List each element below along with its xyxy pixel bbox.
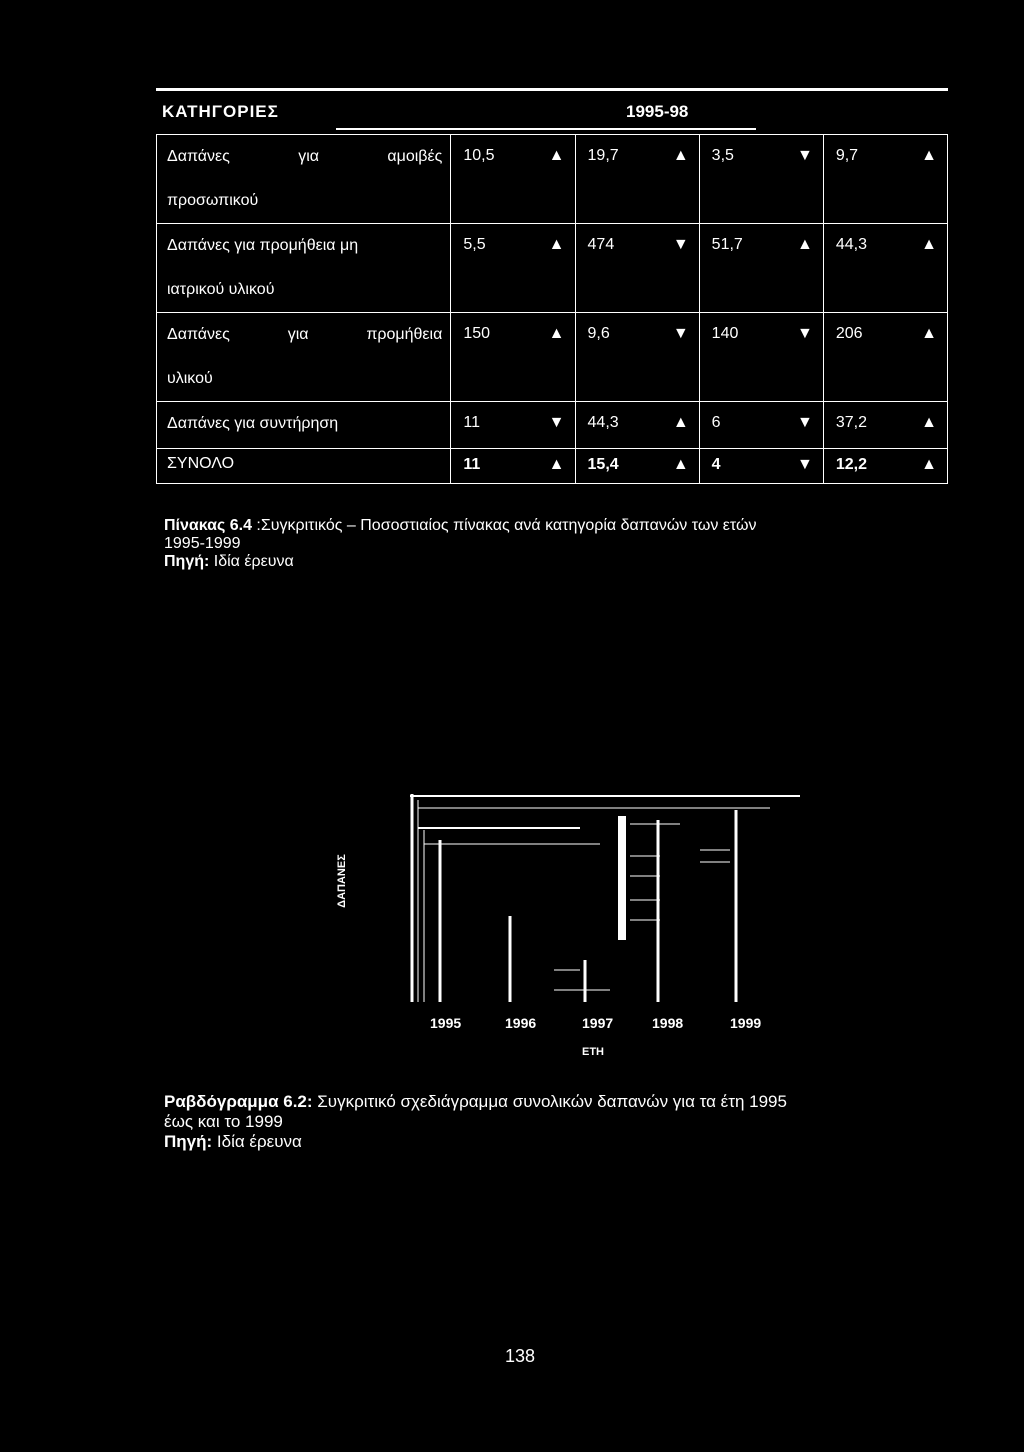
table-header-strip <box>156 88 948 134</box>
chart-x-label: ΕΤΗ <box>582 1046 604 1058</box>
row-label-word: για <box>287 326 309 343</box>
table-row <box>157 135 948 224</box>
cell-value: 11 <box>463 456 481 473</box>
arrow-down-icon: ▼ <box>796 456 813 473</box>
cell-value: 474 <box>587 236 615 253</box>
row2-cell-2 <box>699 313 823 402</box>
x-tick-label: 1999 <box>730 1015 762 1031</box>
table-caption-years: 1995-1999 <box>164 535 241 552</box>
row2-cell-3 <box>823 313 947 402</box>
row-label-word: Δαπάνες για προμήθεια μη <box>167 237 359 254</box>
row-label-word: Δαπάνες <box>167 326 230 343</box>
table-caption <box>164 517 757 571</box>
x-tick-label: 1998 <box>652 1015 684 1031</box>
row3-cell-1 <box>575 402 699 449</box>
table-row <box>157 402 948 449</box>
row-label <box>157 313 451 402</box>
arrow-down-icon: ▼ <box>796 147 813 164</box>
row1-cell-3 <box>823 224 947 313</box>
total-cell-2 <box>699 449 823 484</box>
chart-caption-title: Ραβδόγραμμα 6.2: <box>164 1092 313 1111</box>
page-number: 138 <box>505 1346 536 1366</box>
cell-value: 5,5 <box>463 236 486 253</box>
arrow-up-icon: ▲ <box>548 456 565 473</box>
row-label-line2: ιατρικού υλικού <box>167 281 275 298</box>
row-label-word: Δαπάνες <box>167 148 230 165</box>
cell-value: 206 <box>835 325 863 342</box>
row-label-word: για <box>298 148 320 165</box>
cell-value: 3,5 <box>711 147 734 164</box>
expense-table <box>156 134 948 484</box>
cell-value: 12,2 <box>835 456 867 473</box>
arrow-up-icon: ▲ <box>921 325 937 342</box>
chart-caption <box>164 1092 787 1152</box>
arrow-up-icon: ▲ <box>672 414 689 431</box>
chart-source-label: Πηγή: <box>164 1132 213 1151</box>
table-source-label: Πηγή: <box>164 553 210 570</box>
arrow-up-icon: ▲ <box>921 236 937 253</box>
total-cell-1 <box>575 449 699 484</box>
cell-value: 150 <box>463 325 491 342</box>
cell-value: 6 <box>711 414 721 431</box>
row0-cell-3 <box>823 135 947 224</box>
header-left-text: ΚΑΤΗΓΟΡΙΕΣ <box>162 102 279 121</box>
table-caption-title: Πίνακας 6.4 <box>164 517 252 534</box>
arrow-down-icon: ▼ <box>548 414 565 431</box>
x-tick-label: 1997 <box>582 1015 614 1031</box>
chart-source-text: Ιδία έρευνα <box>212 1132 302 1151</box>
cell-value: 51,7 <box>711 236 743 253</box>
cell-value: 9,6 <box>587 325 610 342</box>
cell-value: 44,3 <box>587 414 619 431</box>
chart-caption-years: έως και το 1999 <box>164 1112 283 1131</box>
table-caption-text: :Συγκριτικός – Ποσοστιαίος πίνακας ανά κατηγορία δαπανών των ετών <box>251 517 757 534</box>
cell-value: 4 <box>711 456 721 473</box>
cell-value: 9,7 <box>835 147 859 164</box>
bar-chart <box>300 780 820 1080</box>
arrow-up-icon: ▲ <box>921 414 937 431</box>
arrow-up-icon: ▲ <box>672 147 689 164</box>
arrow-up-icon: ▲ <box>548 325 565 342</box>
total-label: ΣΥΝΟΛΟ <box>157 449 451 484</box>
arrow-up-icon: ▲ <box>672 456 689 473</box>
row-label <box>157 402 451 449</box>
arrow-up-icon: ▲ <box>548 236 565 253</box>
arrow-down-icon: ▼ <box>796 325 813 342</box>
cell-value: 140 <box>711 325 739 342</box>
cell-value: 15,4 <box>587 456 619 473</box>
total-cell-0 <box>451 449 575 484</box>
arrow-up-icon: ▲ <box>921 456 937 473</box>
cell-value: 10,5 <box>463 147 495 164</box>
x-tick-label: 1996 <box>505 1015 537 1031</box>
row2-cell-1 <box>575 313 699 402</box>
table-row <box>157 224 948 313</box>
row-label-word: προμήθεια <box>366 326 443 343</box>
table-row <box>157 313 948 402</box>
row3-cell-2 <box>699 402 823 449</box>
row-label <box>157 135 451 224</box>
row2-cell-0 <box>451 313 575 402</box>
arrow-up-icon: ▲ <box>921 147 937 164</box>
chart-plot <box>300 780 820 1020</box>
row-label-line2: προσωπικού <box>167 192 259 209</box>
chart-caption-text: Συγκριτικό σχεδιάγραμμα συνολικών δαπανών για τα έτη 1995 <box>312 1092 787 1111</box>
row-label-line2: υλικού <box>167 370 213 387</box>
row1-cell-0 <box>451 224 575 313</box>
table-source-text: Ιδία έρευνα <box>209 553 294 570</box>
row3-cell-0 <box>451 402 575 449</box>
arrow-up-icon: ▲ <box>796 236 813 253</box>
cell-value: 11 <box>463 414 480 431</box>
row1-cell-1 <box>575 224 699 313</box>
x-tick-label: 1995 <box>430 1015 462 1031</box>
chart-y-label: ΔΑΠΑΝΕΣ <box>336 854 348 908</box>
cell-value: 37,2 <box>835 414 867 431</box>
row-label-word: αμοιβές <box>387 148 443 165</box>
total-cell-3 <box>823 449 947 484</box>
table-total-row <box>157 449 948 484</box>
cell-value: 19,7 <box>587 147 619 164</box>
cell-value: 44,3 <box>835 236 867 253</box>
row0-cell-2 <box>699 135 823 224</box>
header-rule <box>156 88 948 91</box>
arrow-up-icon: ▲ <box>548 147 565 164</box>
arrow-down-icon: ▼ <box>672 325 689 342</box>
header-underline <box>336 128 756 130</box>
arrow-down-icon: ▼ <box>672 236 689 253</box>
row-label-word: Δαπάνες για συντήρηση <box>167 415 339 432</box>
row0-cell-0 <box>451 135 575 224</box>
row3-cell-3 <box>823 402 947 449</box>
row-label <box>157 224 451 313</box>
row1-cell-2 <box>699 224 823 313</box>
header-right-text: 1995-98 <box>626 102 689 121</box>
arrow-down-icon: ▼ <box>796 414 813 431</box>
row0-cell-1 <box>575 135 699 224</box>
